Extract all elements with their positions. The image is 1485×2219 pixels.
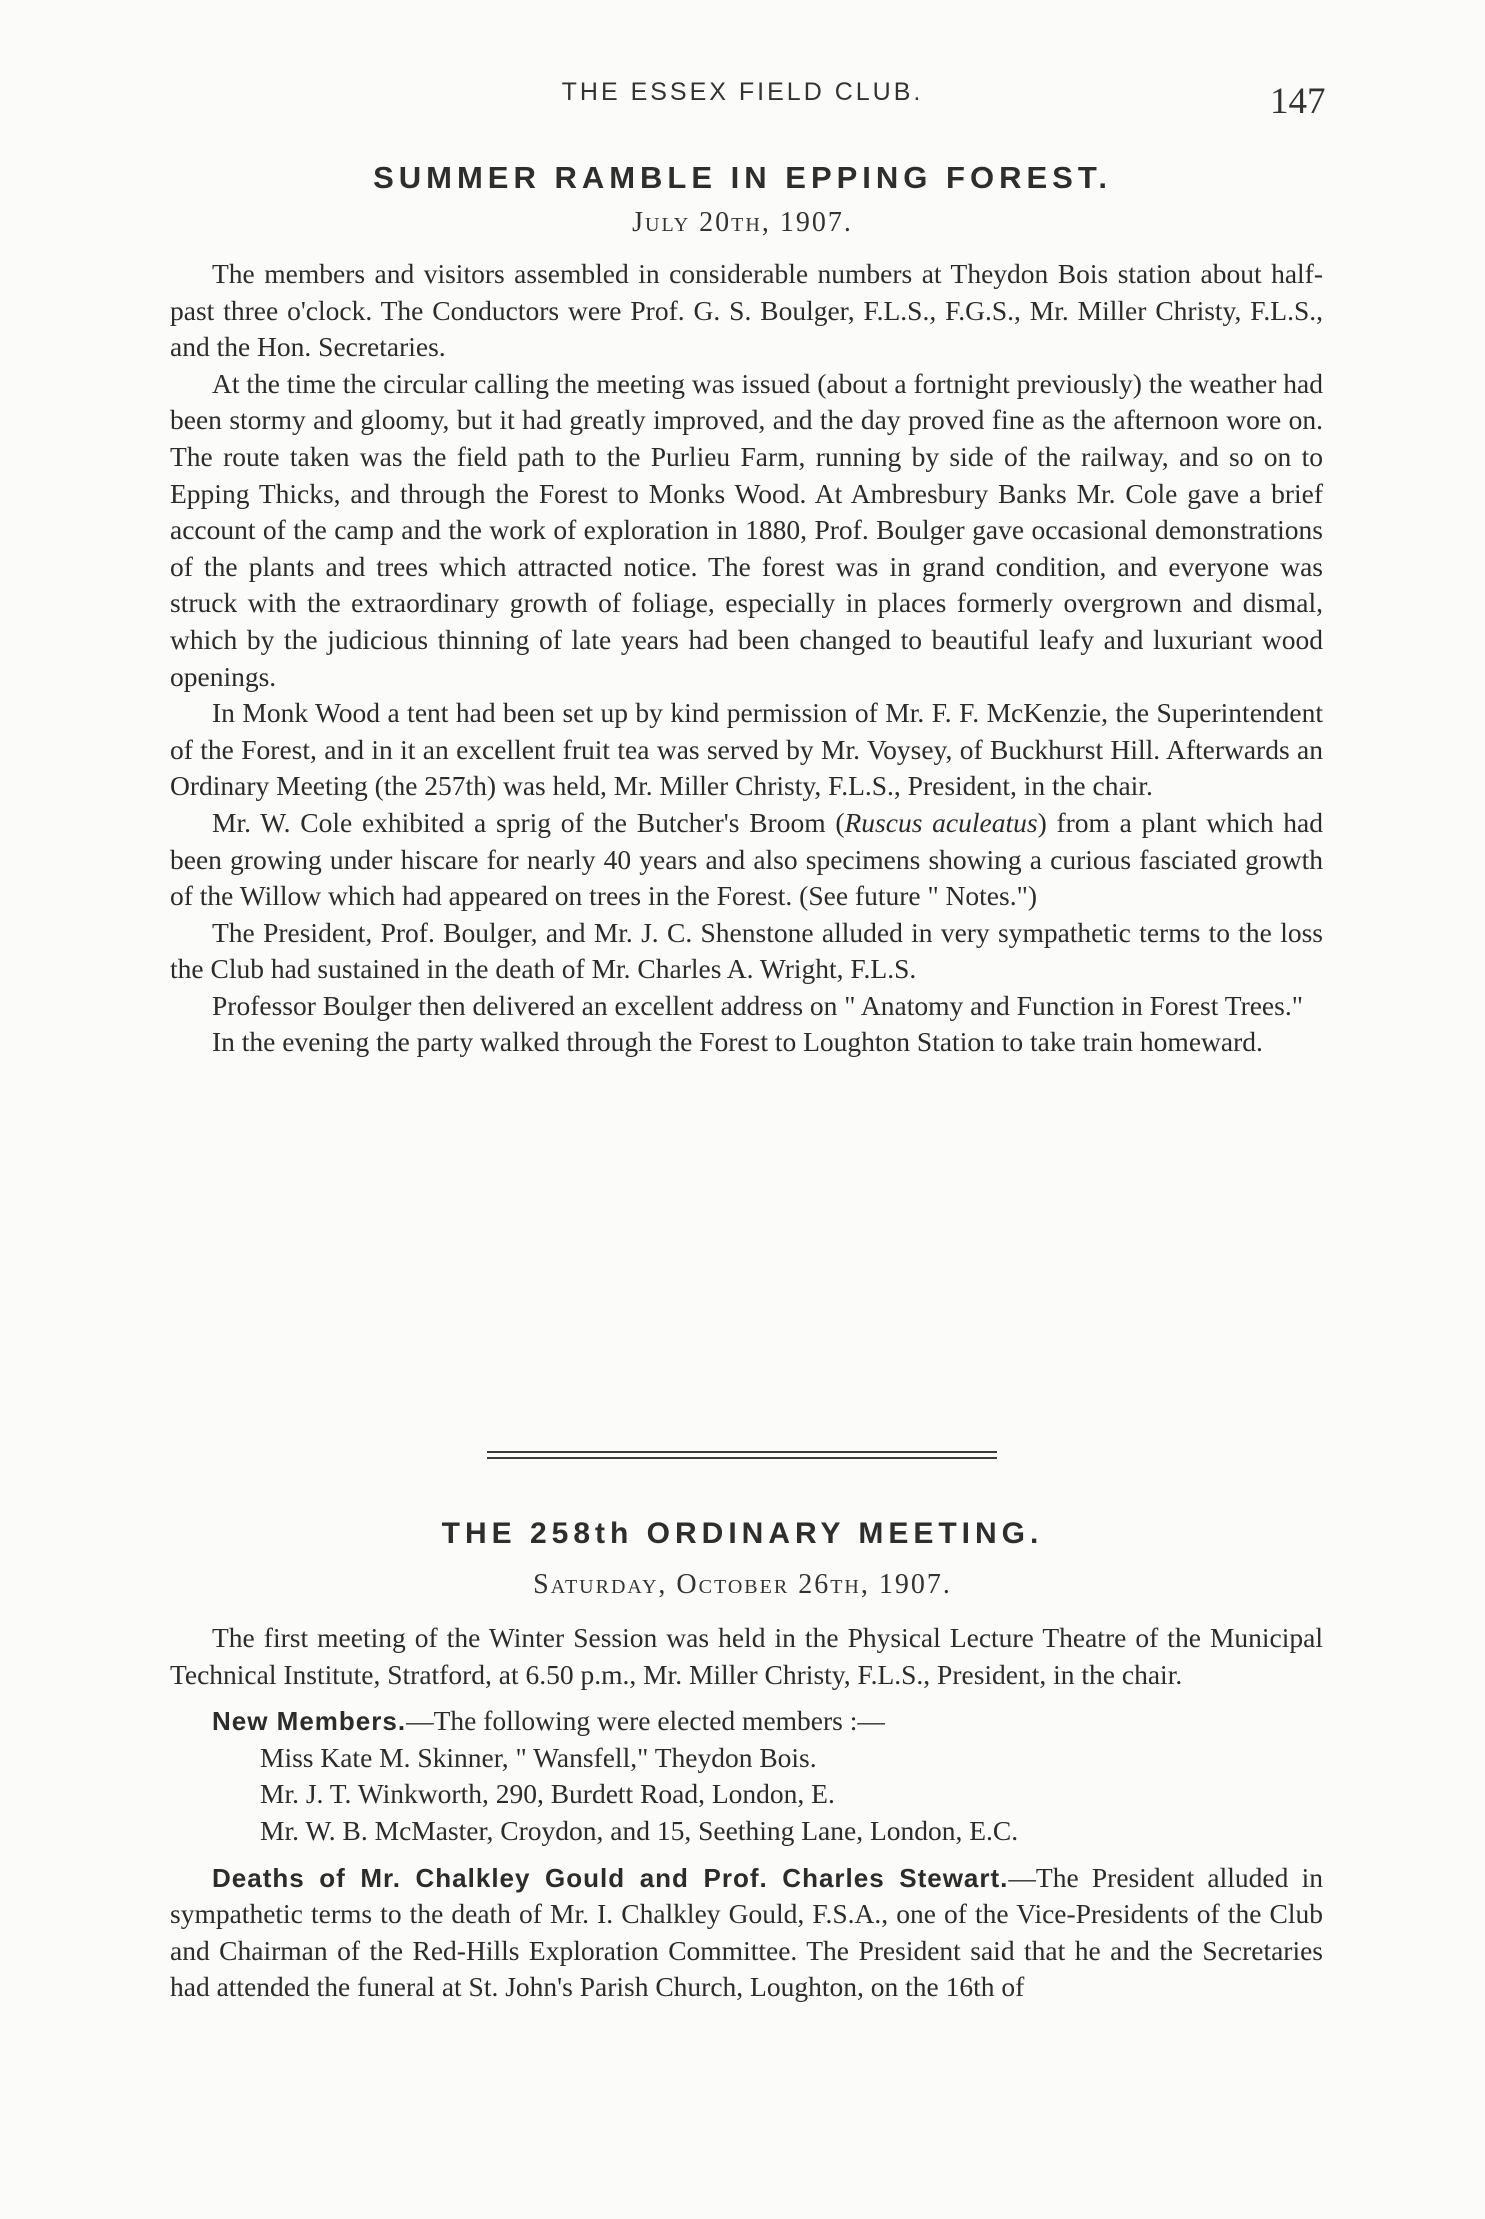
paragraph: The President, Prof. Boulger, and Mr. J. C. Shenstone alluded in very sympathetic terms to the loss the Club had sustained in the death of Mr. Charles A. Wright, F.L.S. [170, 916, 1323, 985]
text-run: —The following were elected members :— [406, 1705, 885, 1737]
text-run: Mr. W. Cole exhibited a sprig of the Butcher's Broom ( [212, 806, 845, 838]
list-item: Mr. J. T. Winkworth, 290, Burdett Road, London, E. [260, 1778, 835, 1810]
section1-title: SUMMER RAMBLE IN EPPING FOREST. [373, 160, 1112, 195]
list-item: Miss Kate M. Skinner, " Wansfell," Theydon Bois. [260, 1741, 817, 1773]
paragraph: The members and visitors assembled in considerable numbers at Theydon Bois station about half-past three o'clock. The Conductors were Prof. G. S. Boulger, F.L.S., F.G.S., Mr. Miller Christy, F.L.S., and the Hon. Secretaries. [170, 258, 1323, 363]
text-run: —The President alluded in sympathetic terms to the death of Mr. I. Chalkley Gould, F.S.A., one of the Vice-Presidents of the Club and Chairman of the Red-Hills Exploration Committee. The President said that he and the Secretaries had attended the funeral at St. John's Parish Church, Loughton, on the 16th of [170, 1861, 1323, 2003]
page-number: 147 [1270, 81, 1326, 122]
new-members-heading: New Members. [212, 1706, 407, 1737]
paragraph: The first meeting of the Winter Session was held in the Physical Lecture Theatre of the Municipal Technical Institute, Stratford, at 6.50 p.m., Mr. Miller Christy, F.L.S., President, in the chair. [170, 1622, 1323, 1690]
section1-date: July 20th, 1907. [632, 207, 853, 238]
new-members-paragraph [170, 1703, 1323, 1740]
deaths-heading: Deaths of Mr. Chalkley Gould and Prof. Charles Stewart. [212, 1862, 1009, 1893]
list-item: Mr. W. B. McMaster, Croydon, and 15, Seething Lane, London, E.C. [260, 1814, 1019, 1846]
section2-date: Saturday, October 26th, 1907. [533, 1569, 952, 1600]
paragraph: In Monk Wood a tent had been set up by kind permission of Mr. F. F. McKenzie, the Superintendent of the Forest, and in it an excellent fruit tea was served by Mr. Voysey, of Buckhurst Hill. Afterwards an Ordinary Meeting (the 257th) was held, Mr. Miller Christy, F.L.S., President, in the chair. [170, 697, 1323, 802]
paragraph: In the evening the party walked through the Forest to Loughton Station to take train homeward. [212, 1026, 1263, 1058]
member-list [170, 1740, 1323, 1850]
section2-body [170, 1620, 1323, 2006]
text-run: ) from a plant which had been growing under hiscare for nearly 40 years and also specimens showing a curious fasciated growth of the Willow which had appeared on trees in the Forest. (See future " Notes.") [170, 806, 1324, 912]
species-name: Ruscus aculeatus [844, 806, 1038, 838]
section1-body [170, 256, 1323, 1061]
paragraph-cole [170, 805, 1323, 915]
section2-title: THE 258th ORDINARY MEETING. [441, 1517, 1044, 1550]
paragraph: At the time the circular calling the meeting was issued (about a fortnight previously) the weather had been stormy and gloomy, but it had greatly improved, and the day proved fine as the afternoon wore on. The route taken was the field path to the Purlieu Farm, running by side of the railway, and so on to Epping Thicks, and through the Forest to Monks Wood. At Ambresbury Banks Mr. Cole gave a brief account of the camp and the work of exploration in 1880, Prof. Boulger gave occasional demonstrations of the plants and trees which attracted notice. The forest was in grand condition, and everyone was struck with the extraordinary growth of foliage, especially in places formerly overgrown and dismal, which by the judicious thinning of late years had been changed to beautiful leafy and luxuriant wood openings. [170, 367, 1323, 692]
deaths-paragraph [170, 1860, 1323, 2006]
running-head: THE ESSEX FIELD CLUB. [561, 78, 924, 106]
section-divider-rule [487, 1457, 997, 1459]
section-divider-rule [487, 1451, 997, 1453]
paragraph: Professor Boulger then delivered an excellent address on " Anatomy and Function in Forest Trees." [212, 989, 1303, 1021]
